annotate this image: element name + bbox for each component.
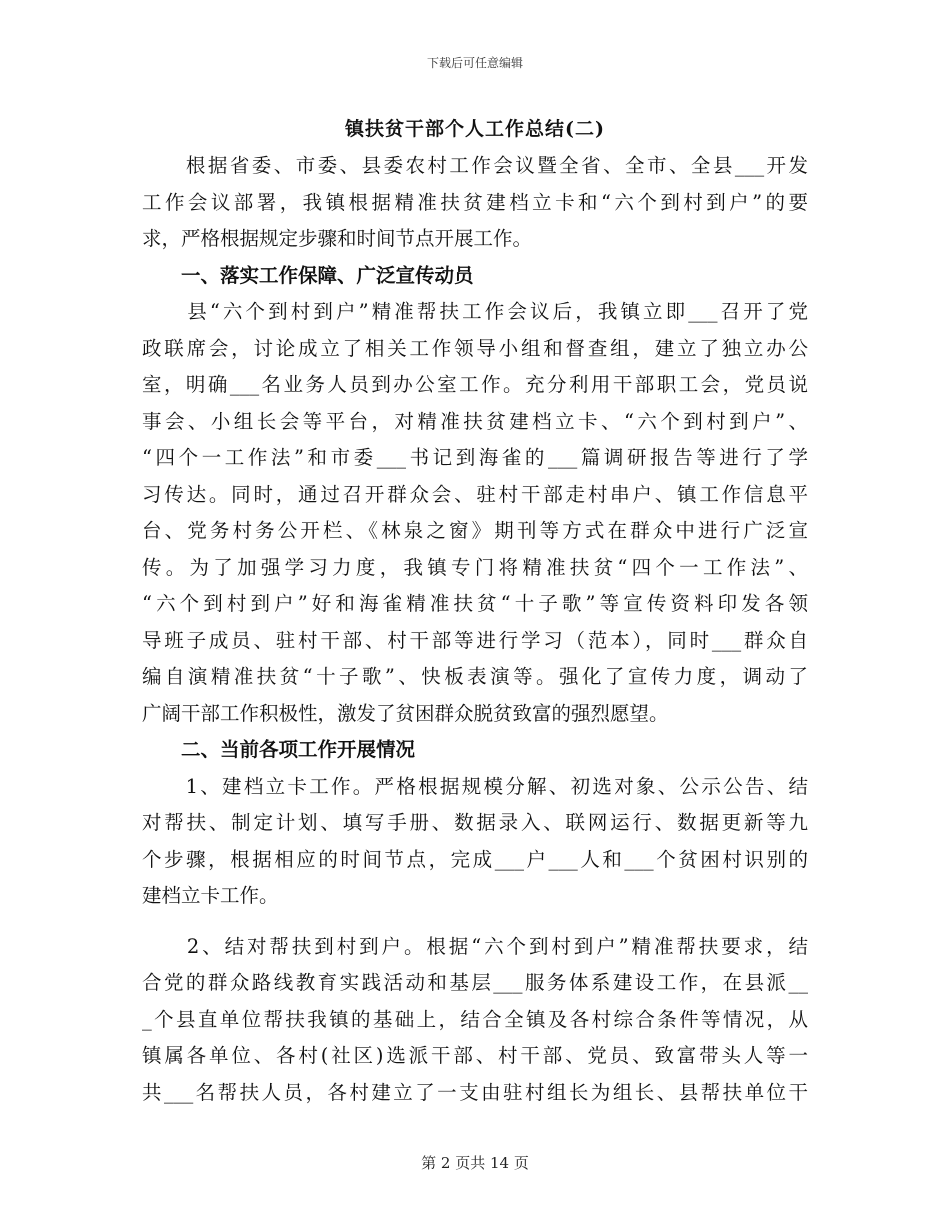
text-line: 建档立卡工作。 xyxy=(142,884,279,907)
text-line: 编自演精准扶贫“十子歌”、快板表演等。强化了宣传力度，调动了 xyxy=(142,665,808,688)
text-line: 对帮扶、制定计划、填写手册、数据录入、联网运行、数据更新等九 xyxy=(142,811,808,834)
text-line: 1、建档立卡工作。严格根据规模分解、初选对象、公示公告、结 xyxy=(142,774,808,798)
text-line: 合党的群众路线教育实践活动和基层___服务体系建设工作，在县派__ xyxy=(142,971,808,994)
text-line: 习传达。同时，通过召开群众会、驻村干部走村串户、镇工作信息平 xyxy=(142,482,808,506)
text-line: _个县直单位帮扶我镇的基础上，结合全镇及各村综合条件等情况，从 xyxy=(142,1007,808,1031)
text-line: 共___名帮扶人员，各村建立了一支由驻村组长为组长、县帮扶单位干 xyxy=(142,1080,808,1104)
text-line: 根据省委、市委、县委农村工作会议暨全省、全市、全县___开发 xyxy=(142,154,808,177)
text-line: “四个一工作法”和市委___书记到海雀的___篇调研报告等进行了学 xyxy=(142,446,808,469)
text-line: 县“六个到村到户”精准帮扶工作会议后，我镇立即___召开了党 xyxy=(142,300,808,323)
text-line: 工作会议部署，我镇根据精准扶贫建档立卡和“六个到村到户”的要 xyxy=(142,190,808,214)
text-line: 政联席会，讨论成立了相关工作领导小组和督查组，建立了独立办公 xyxy=(142,336,808,360)
text-line: 导班子成员、驻村干部、村干部等进行学习（范本），同时___群众自 xyxy=(142,628,808,652)
section-heading: 一、落实工作保障、广泛宣传动员 xyxy=(142,263,474,287)
document-body xyxy=(142,148,808,1111)
text-line: 2、结对帮扶到村到户。根据“六个到村到户”精准帮扶要求，结 xyxy=(142,934,808,958)
text-line: 台、党务村务公开栏、《林泉之窗》期刊等方式在群众中进行广泛宣 xyxy=(142,519,808,542)
text-line: 广阔干部工作积极性，激发了贫困群众脱贫致富的强烈愿望。 xyxy=(142,701,669,725)
document-title: 镇扶贫干部个人工作总结(二) xyxy=(345,118,605,140)
text-line: 个步骤，根据相应的时间节点，完成___户___人和___个贫困村识别的 xyxy=(142,847,808,871)
text-line: 求，严格根据规定步骤和时间节点开展工作。 xyxy=(142,227,533,250)
text-line: “六个到村到户”好和海雀精准扶贫“十子歌”等宣传资料印发各领 xyxy=(142,592,808,615)
text-line: 室，明确___名业务人员到办公室工作。充分利用干部职工会，党员说 xyxy=(142,373,808,396)
section-heading: 二、当前各项工作开展情况 xyxy=(142,738,416,761)
text-line: 事会、小组长会等平台，对精准扶贫建档立卡、“六个到村到户”、 xyxy=(142,409,808,433)
page-footer: 第 2 页共 14 页 xyxy=(421,1154,529,1172)
text-line: 传。为了加强学习力度，我镇专门将精准扶贫“四个一工作法”、 xyxy=(142,555,808,579)
text-line: 镇属各单位、各村(社区)选派干部、村干部、党员、致富带头人等一 xyxy=(142,1044,808,1067)
page-header: 下载后可任意编辑 xyxy=(426,56,523,70)
